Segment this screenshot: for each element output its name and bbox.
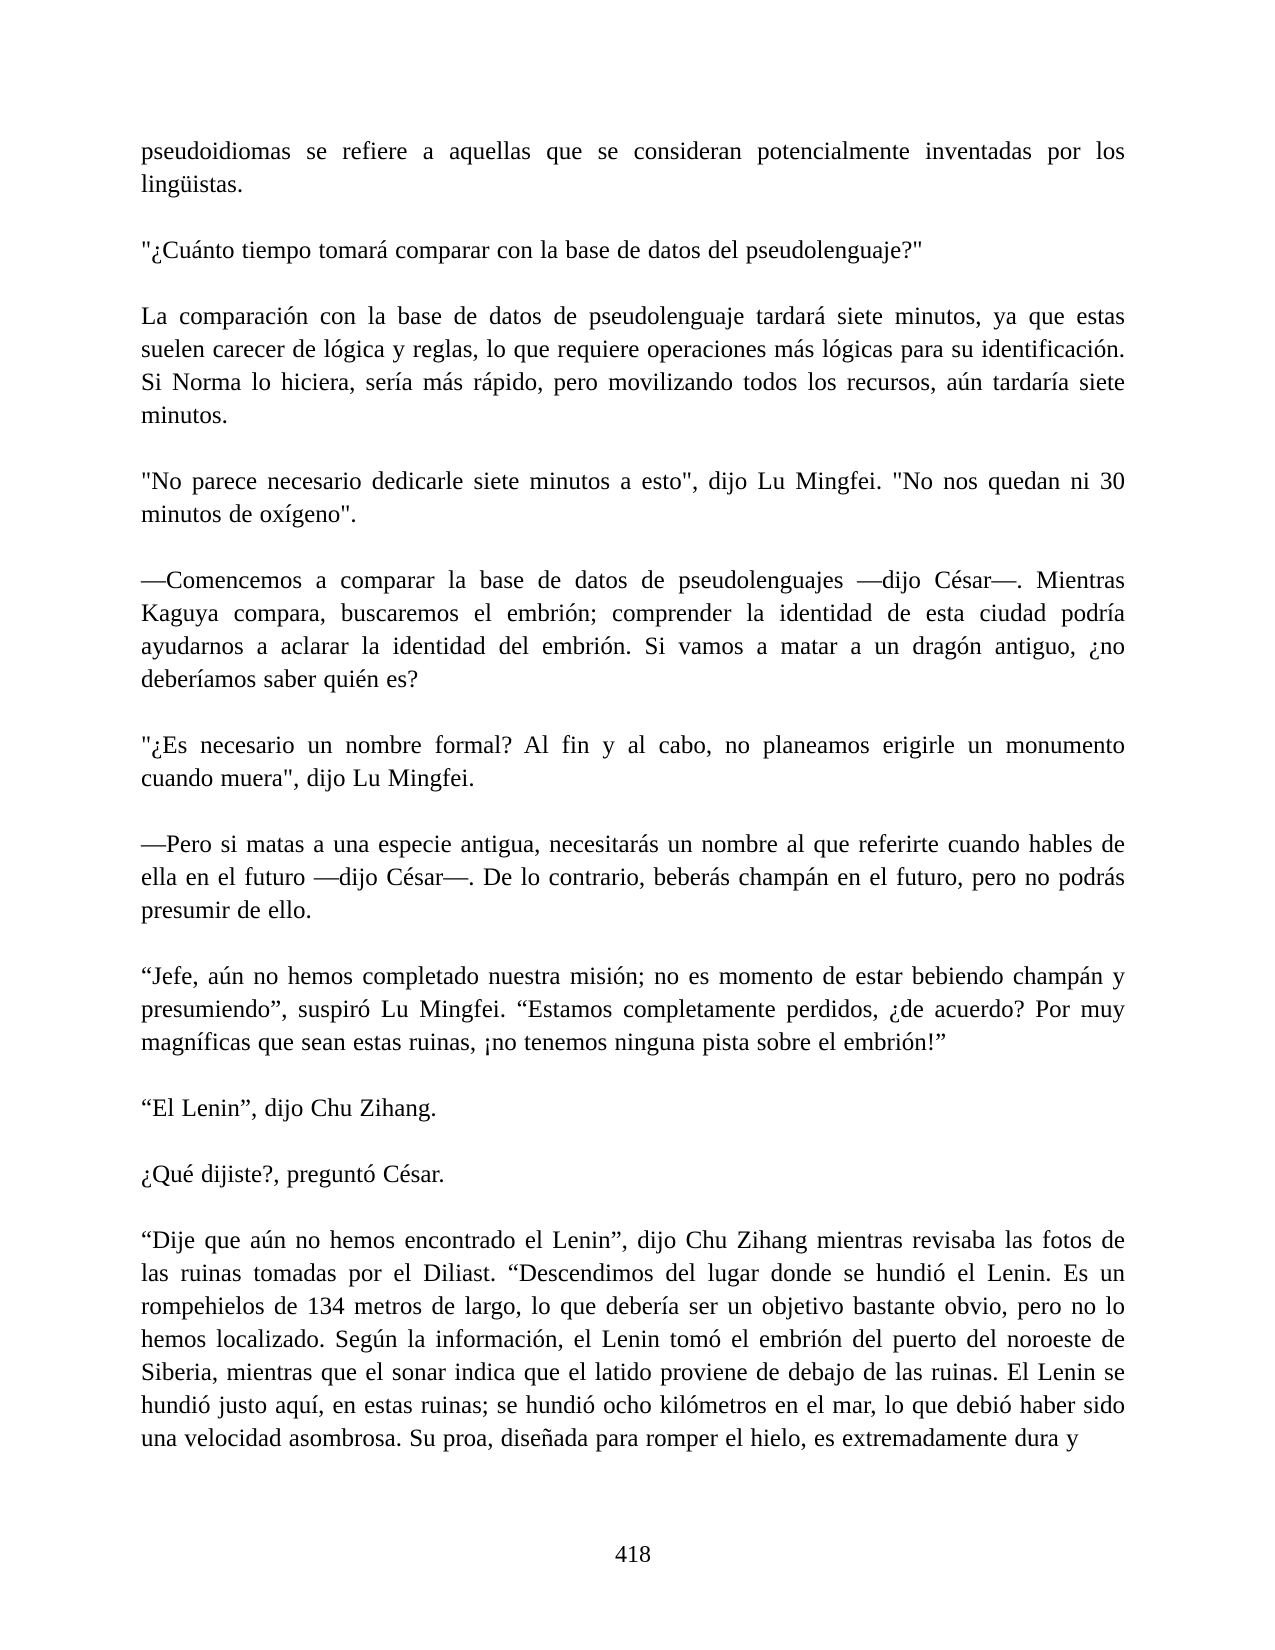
page-footer: [141, 1541, 1125, 1569]
body-text: [141, 135, 1125, 1488]
paragraph-dialogue: “El Lenin”, dijo Chu Zihang.: [141, 1095, 437, 1122]
paragraph-continuation: pseudoidiomas se refiere a aquellas que se consideran potencialmente inventadas por los lingüistas.: [141, 138, 1125, 198]
paragraph-dialogue: “Dije que aún no hemos encontrado el Lenin”, dijo Chu Zihang mientras revisaba las fotos de las ruinas tomadas por el Diliast. “Descendimos del lugar donde se hundió el Lenin. Es un rompehielos de 134 metros de largo, lo que debería ser un objetivo bastante obvio, pero no lo hemos localizado. Según la información, el Lenin tomó el embrión del puerto del noroeste de Siberia, mientras que el sonar indica que el latido proviene de debajo de las ruinas. El Lenin se hundió justo aquí, en estas ruinas; se hundió ocho kilómetros en el mar, lo que debió haber sido una velocidad asombrosa. Su proa, diseñada para romper el hielo, es extremadamente dura y: [141, 1227, 1125, 1452]
paragraph-quote: "¿Cuánto tiempo tomará comparar con la base de datos del pseudolenguaje?": [141, 237, 923, 264]
paragraph-dialogue: —Comencemos a comparar la base de datos de pseudolenguajes —dijo César—. Mientras Kaguya compara, buscaremos el embrión; comprender la identidad de esta ciudad podría ayudarnos a aclarar la identidad del embrión. Si vamos a matar a un dragón antiguo, ¿no deberíamos saber quién es?: [141, 567, 1125, 693]
paragraph: La comparación con la base de datos de pseudolenguaje tardará siete minutos, ya que estas suelen carecer de lógica y reglas, lo que requiere operaciones más lógicas para su identificación. Si Norma lo hiciera, sería más rápido, pero movilizando todos los recursos, aún tardaría siete minutos.: [141, 303, 1125, 429]
paragraph-dialogue: "No parece necesario dedicarle siete minutos a esto", dijo Lu Mingfei. "No nos quedan ni 30 minutos de oxígeno".: [141, 468, 1125, 528]
paragraph-dialogue: —Pero si matas a una especie antigua, necesitarás un nombre al que referirte cuando hables de ella en el futuro —dijo César—. De lo contrario, beberás champán en el futuro, pero no podrás presumir de ello.: [141, 831, 1125, 924]
paragraph-dialogue: "¿Es necesario un nombre formal? Al fin y al cabo, no planeamos erigirle un monumento cuando muera", dijo Lu Mingfei.: [141, 732, 1125, 792]
page-number: 418: [615, 1542, 651, 1568]
paragraph-dialogue: ¿Qué dijiste?, preguntó César.: [141, 1161, 445, 1188]
paragraph-dialogue: “Jefe, aún no hemos completado nuestra misión; no es momento de estar bebiendo champán y presumiendo”, suspiró Lu Mingfei. “Estamos completamente perdidos, ¿de acuerdo? Por muy magníficas que sean estas ruinas, ¡no tenemos ninguna pista sobre el embrión!”: [141, 963, 1125, 1056]
